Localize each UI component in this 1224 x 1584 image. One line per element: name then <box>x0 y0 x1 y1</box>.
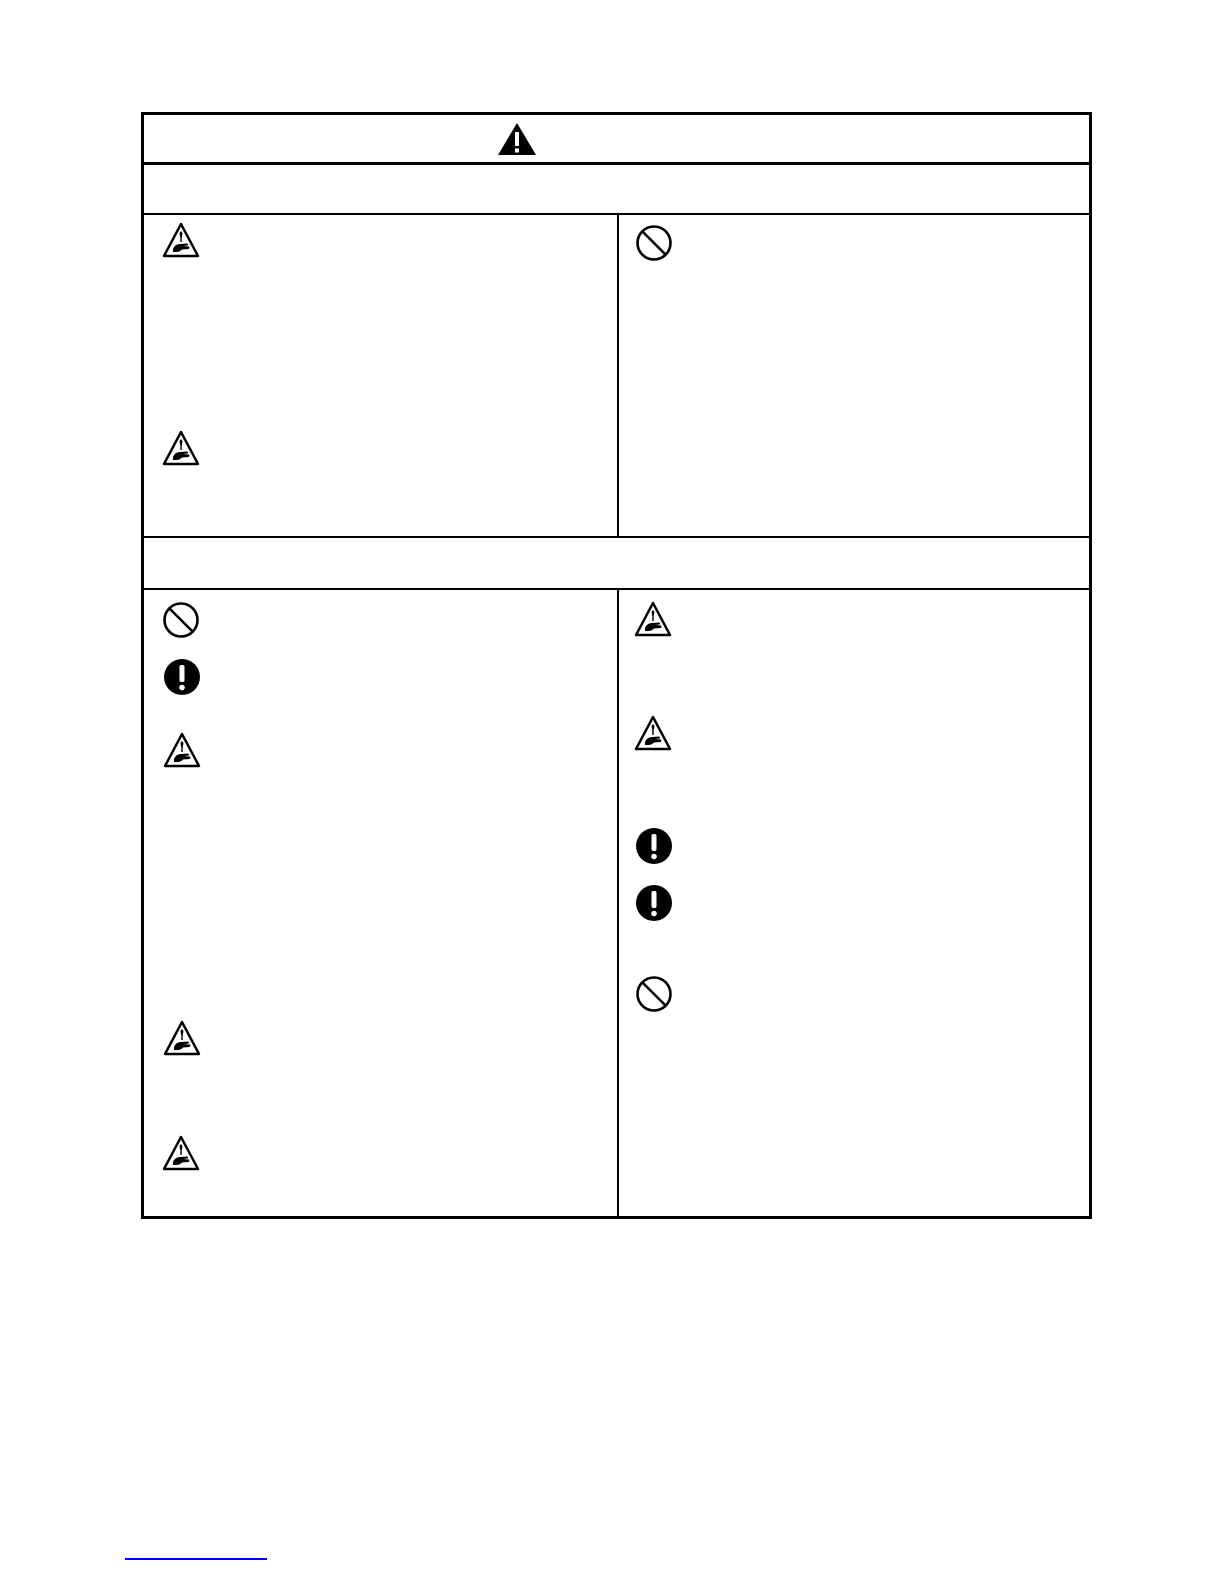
section-2-top-divider <box>141 536 1092 538</box>
mandatory-action-icon <box>635 884 673 922</box>
section-1-column-divider <box>617 213 619 537</box>
hand-injury-warning-icon <box>634 715 672 751</box>
header-divider <box>141 162 1092 165</box>
prohibition-icon <box>162 601 200 639</box>
hand-injury-warning-icon <box>634 601 672 637</box>
prohibition-icon <box>635 975 673 1013</box>
hand-injury-warning-icon <box>162 222 200 258</box>
hand-injury-warning-icon <box>162 1135 200 1171</box>
hand-injury-warning-icon <box>163 732 201 768</box>
mandatory-action-icon <box>163 658 201 696</box>
footnote-separator <box>125 1558 267 1560</box>
hand-injury-warning-icon <box>162 430 200 466</box>
mandatory-action-icon <box>635 827 673 865</box>
warning-triangle-icon <box>497 122 537 156</box>
hand-injury-warning-icon <box>163 1020 201 1056</box>
section-2-column-divider <box>617 588 619 1218</box>
prohibition-icon <box>635 224 673 262</box>
